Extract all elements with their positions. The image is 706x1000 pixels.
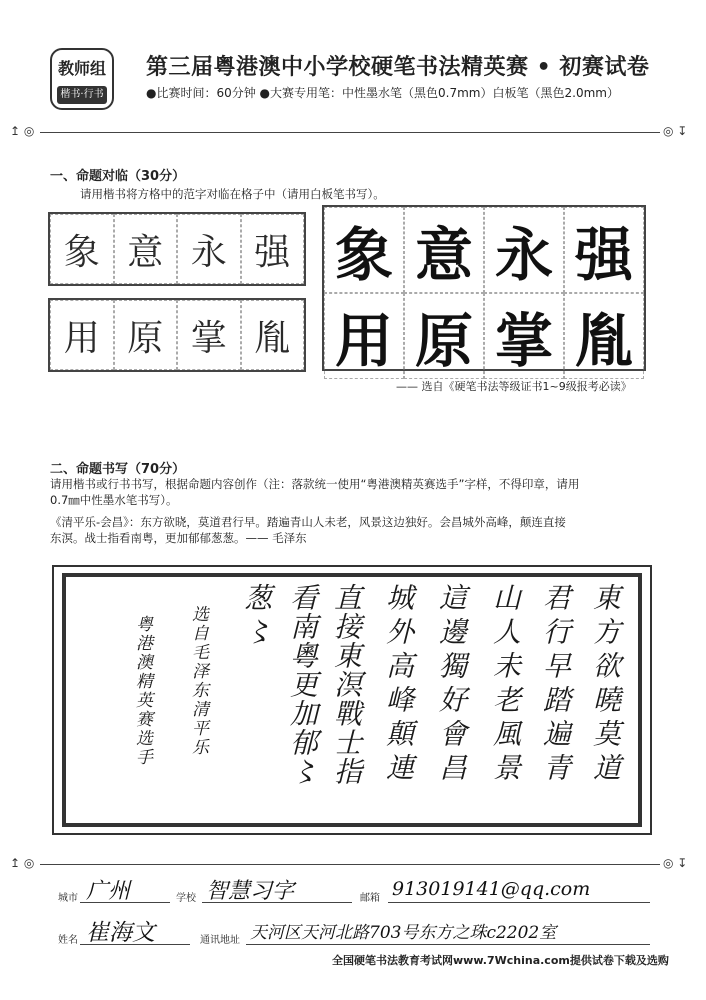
school-label: 学校 bbox=[176, 893, 196, 904]
artwork-column: 葱〻 bbox=[240, 583, 273, 651]
copy-grid-row1 bbox=[48, 212, 306, 286]
exam-info: ●比赛时间：60分钟 ●大赛专用笔：中性墨水笔（黑色0.7mm）白板笔（黑色2.0mm） bbox=[146, 86, 619, 100]
model-cell: 象 bbox=[324, 207, 404, 293]
copy-cell: 原 bbox=[114, 300, 178, 370]
section1-heading: 一、命题对临（30分） bbox=[50, 169, 186, 184]
badge-group-label: 教师组 bbox=[57, 59, 106, 78]
model-cell: 用 bbox=[324, 293, 404, 379]
email-underline bbox=[388, 902, 650, 903]
artwork-column: 城外高峰顛連 bbox=[382, 583, 415, 787]
model-cell: 永 bbox=[484, 207, 564, 293]
divider-bottom bbox=[40, 864, 660, 865]
copy-cell: 胤 bbox=[241, 300, 305, 370]
section2-instruction-line1: 请用楷书或行书书写，根据命题内容创作（注：落款统一使用“粤港澳精英赛选手”字样，不得印章，请用 bbox=[50, 477, 580, 491]
artwork-signature: 粤港澳精英赛选手 bbox=[132, 615, 152, 767]
copy-cell: 意 bbox=[114, 214, 178, 284]
artwork-column: 這邊獨好會昌 bbox=[435, 583, 468, 787]
artwork-column: 直接東溟戰士指 bbox=[330, 583, 363, 786]
model-cell: 意 bbox=[404, 207, 484, 293]
artwork-column: 山人未老風景 bbox=[489, 583, 522, 787]
city-value: 广州 bbox=[86, 879, 131, 904]
copy-cell: 象 bbox=[50, 214, 114, 284]
copy-cell: 永 bbox=[177, 214, 241, 284]
city-label: 城市 bbox=[58, 893, 78, 904]
page-title: 第三届粤港澳中小学校硬笔书法精英赛 • 初赛试卷 bbox=[146, 55, 650, 80]
artwork-column: 看南粵更加郁〻 bbox=[286, 583, 319, 786]
artwork-column: 君行早踏遍青 bbox=[539, 583, 572, 787]
section1-instruction: 请用楷书将方格中的范字对临在格子中（请用白板笔书写）。 bbox=[80, 187, 385, 201]
name-value: 崔海文 bbox=[86, 920, 155, 946]
badge-style-label: 楷书·行书 bbox=[57, 86, 107, 104]
email-value: 913019141@qq.com bbox=[392, 878, 591, 900]
ornament-right-icon: ◎ ↧ bbox=[663, 124, 688, 138]
name-label: 姓名 bbox=[58, 935, 78, 946]
address-value: 天河区天河北路703号东方之珠c2202室 bbox=[250, 923, 557, 943]
model-grid bbox=[322, 205, 646, 375]
section2-instruction-line2: 0.7㎜中性墨水笔书写）。 bbox=[50, 493, 178, 507]
ornament-left-icon: ↥ ◎ bbox=[10, 856, 35, 870]
model-source: —— 选自《硬笔书法等级证书1~9级报考必读》 bbox=[396, 380, 632, 393]
group-badge bbox=[50, 48, 114, 110]
model-cell: 强 bbox=[564, 207, 644, 293]
artwork-credit: 选自毛泽东清平乐 bbox=[188, 605, 208, 757]
section2-heading: 二、命题书写（70分） bbox=[50, 462, 186, 477]
copy-cell: 掌 bbox=[177, 300, 241, 370]
school-underline bbox=[202, 902, 352, 903]
artwork-column: 東方欲曉莫道 bbox=[589, 583, 622, 787]
site-note: 全国硬笔书法教育考试网www.7Wchina.com提供试卷下载及选购 bbox=[332, 954, 669, 967]
ornament-left-icon: ↥ ◎ bbox=[10, 124, 35, 138]
school-value: 智慧习字 bbox=[206, 879, 295, 904]
poem-line2: 东溟。战士指看南粤，更加郁郁葱葱。—— 毛泽东 bbox=[50, 531, 307, 545]
address-underline bbox=[246, 944, 650, 945]
name-underline bbox=[80, 944, 190, 945]
copy-cell: 强 bbox=[241, 214, 305, 284]
copy-grid-row2 bbox=[48, 298, 306, 372]
poem-line1: 《清平乐-会昌》：东方欲晓，莫道君行早。踏遍青山人未老，风景这边独好。会昌城外高峰，颠连直接 bbox=[50, 515, 566, 529]
ornament-right-icon: ◎ ↧ bbox=[663, 856, 688, 870]
email-label: 邮箱 bbox=[360, 893, 380, 904]
model-cell: 胤 bbox=[564, 293, 644, 379]
copy-cell: 用 bbox=[50, 300, 114, 370]
address-label: 通讯地址 bbox=[200, 935, 240, 946]
model-cell: 原 bbox=[404, 293, 484, 379]
city-underline bbox=[80, 902, 170, 903]
divider-top bbox=[40, 132, 660, 133]
model-cell: 掌 bbox=[484, 293, 564, 379]
